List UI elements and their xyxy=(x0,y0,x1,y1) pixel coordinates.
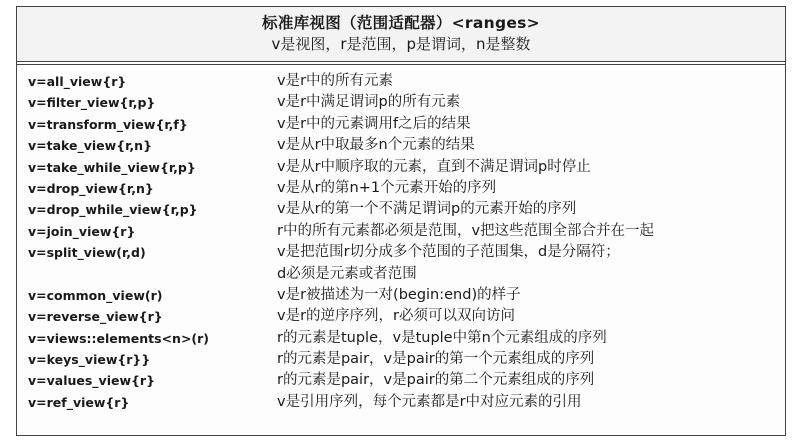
view-expression: v=drop_view{r,n} xyxy=(28,180,154,196)
table-row xyxy=(17,221,785,242)
table-body xyxy=(17,71,785,413)
table-subtitle: v是视图，r是范围，p是谓词，n是整数 xyxy=(271,35,531,53)
view-expression: v=transform_view{r,f} xyxy=(28,116,188,132)
view-description: v是把范围r切分成多个范围的子范围集，d是分隔符； d必须是元素或者范围 xyxy=(277,244,620,282)
view-description: v是r中的元素调用f之后的结果 xyxy=(277,115,471,132)
view-expression: v=drop_while_view{r,p} xyxy=(28,202,198,218)
table-row xyxy=(17,370,785,391)
view-expression: v=filter_view{r,p} xyxy=(28,95,156,111)
view-expression: v=values_view{r} xyxy=(28,373,155,389)
view-description: r的元素是pair，v是pair的第一个元素组成的序列 xyxy=(277,351,595,368)
table-title: 标准库视图（范围适配器）<ranges> xyxy=(262,14,540,32)
view-expression: v=take_view{r,n} xyxy=(28,138,152,154)
view-description: v是r中满足谓词p的所有元素 xyxy=(277,94,461,111)
table-row xyxy=(17,92,785,113)
view-description: v是从r中顺序取的元素，直到不满足谓词p时停止 xyxy=(277,158,591,175)
table-row xyxy=(17,199,785,220)
view-expression: v=views::elements<n>(r) xyxy=(28,330,210,346)
table-row xyxy=(17,178,785,199)
table-row xyxy=(17,71,785,92)
view-description: v是r中的所有元素 xyxy=(277,73,394,89)
table-row xyxy=(17,328,785,349)
table-row xyxy=(17,306,785,327)
view-description: v是从r的第n+1个元素开始的序列 xyxy=(277,179,497,196)
view-expression: v=all_view{r} xyxy=(28,74,127,89)
table-row xyxy=(17,114,785,135)
table-row xyxy=(17,349,785,370)
view-expression: v=take_while_view{r,p} xyxy=(28,159,196,175)
table-header xyxy=(17,7,785,62)
table-row xyxy=(17,157,785,178)
table-row xyxy=(17,285,785,306)
view-expression: v=join_view{r} xyxy=(28,223,136,239)
view-description: v是从r中取最多n个元素的结果 xyxy=(277,137,475,154)
view-expression: v=split_view(r,d) xyxy=(28,245,146,261)
view-expression: v=ref_view{r} xyxy=(28,394,130,410)
view-description: r的元素是pair，v是pair的第二个元素组成的序列 xyxy=(277,372,595,389)
view-description: v是r的逆序序列，r必须可以双向访问 xyxy=(277,308,516,325)
view-description: r的元素是tuple，v是tuple中第n个元素组成的序列 xyxy=(277,329,607,346)
view-expression: v=reverse_view{r} xyxy=(28,309,163,325)
view-description: r中的所有元素都必须是范围，v把这些范围全部合并在一起 xyxy=(277,222,655,239)
table-row xyxy=(17,392,785,413)
table-row xyxy=(17,242,785,285)
view-expression: v=common_view(r) xyxy=(28,287,163,303)
view-description: v是从r的第一个不满足谓词p的元素开始的序列 xyxy=(277,201,577,218)
view-expression: v=keys_view{r}} xyxy=(28,352,151,368)
table-row xyxy=(17,135,785,156)
header-double-rule xyxy=(17,64,785,65)
view-description: v是引用序列，每个元素都是r中对应元素的引用 xyxy=(277,393,582,410)
view-description: v是r被描述为一对(begin:end)的样子 xyxy=(277,286,521,303)
ranges-table xyxy=(16,6,786,436)
